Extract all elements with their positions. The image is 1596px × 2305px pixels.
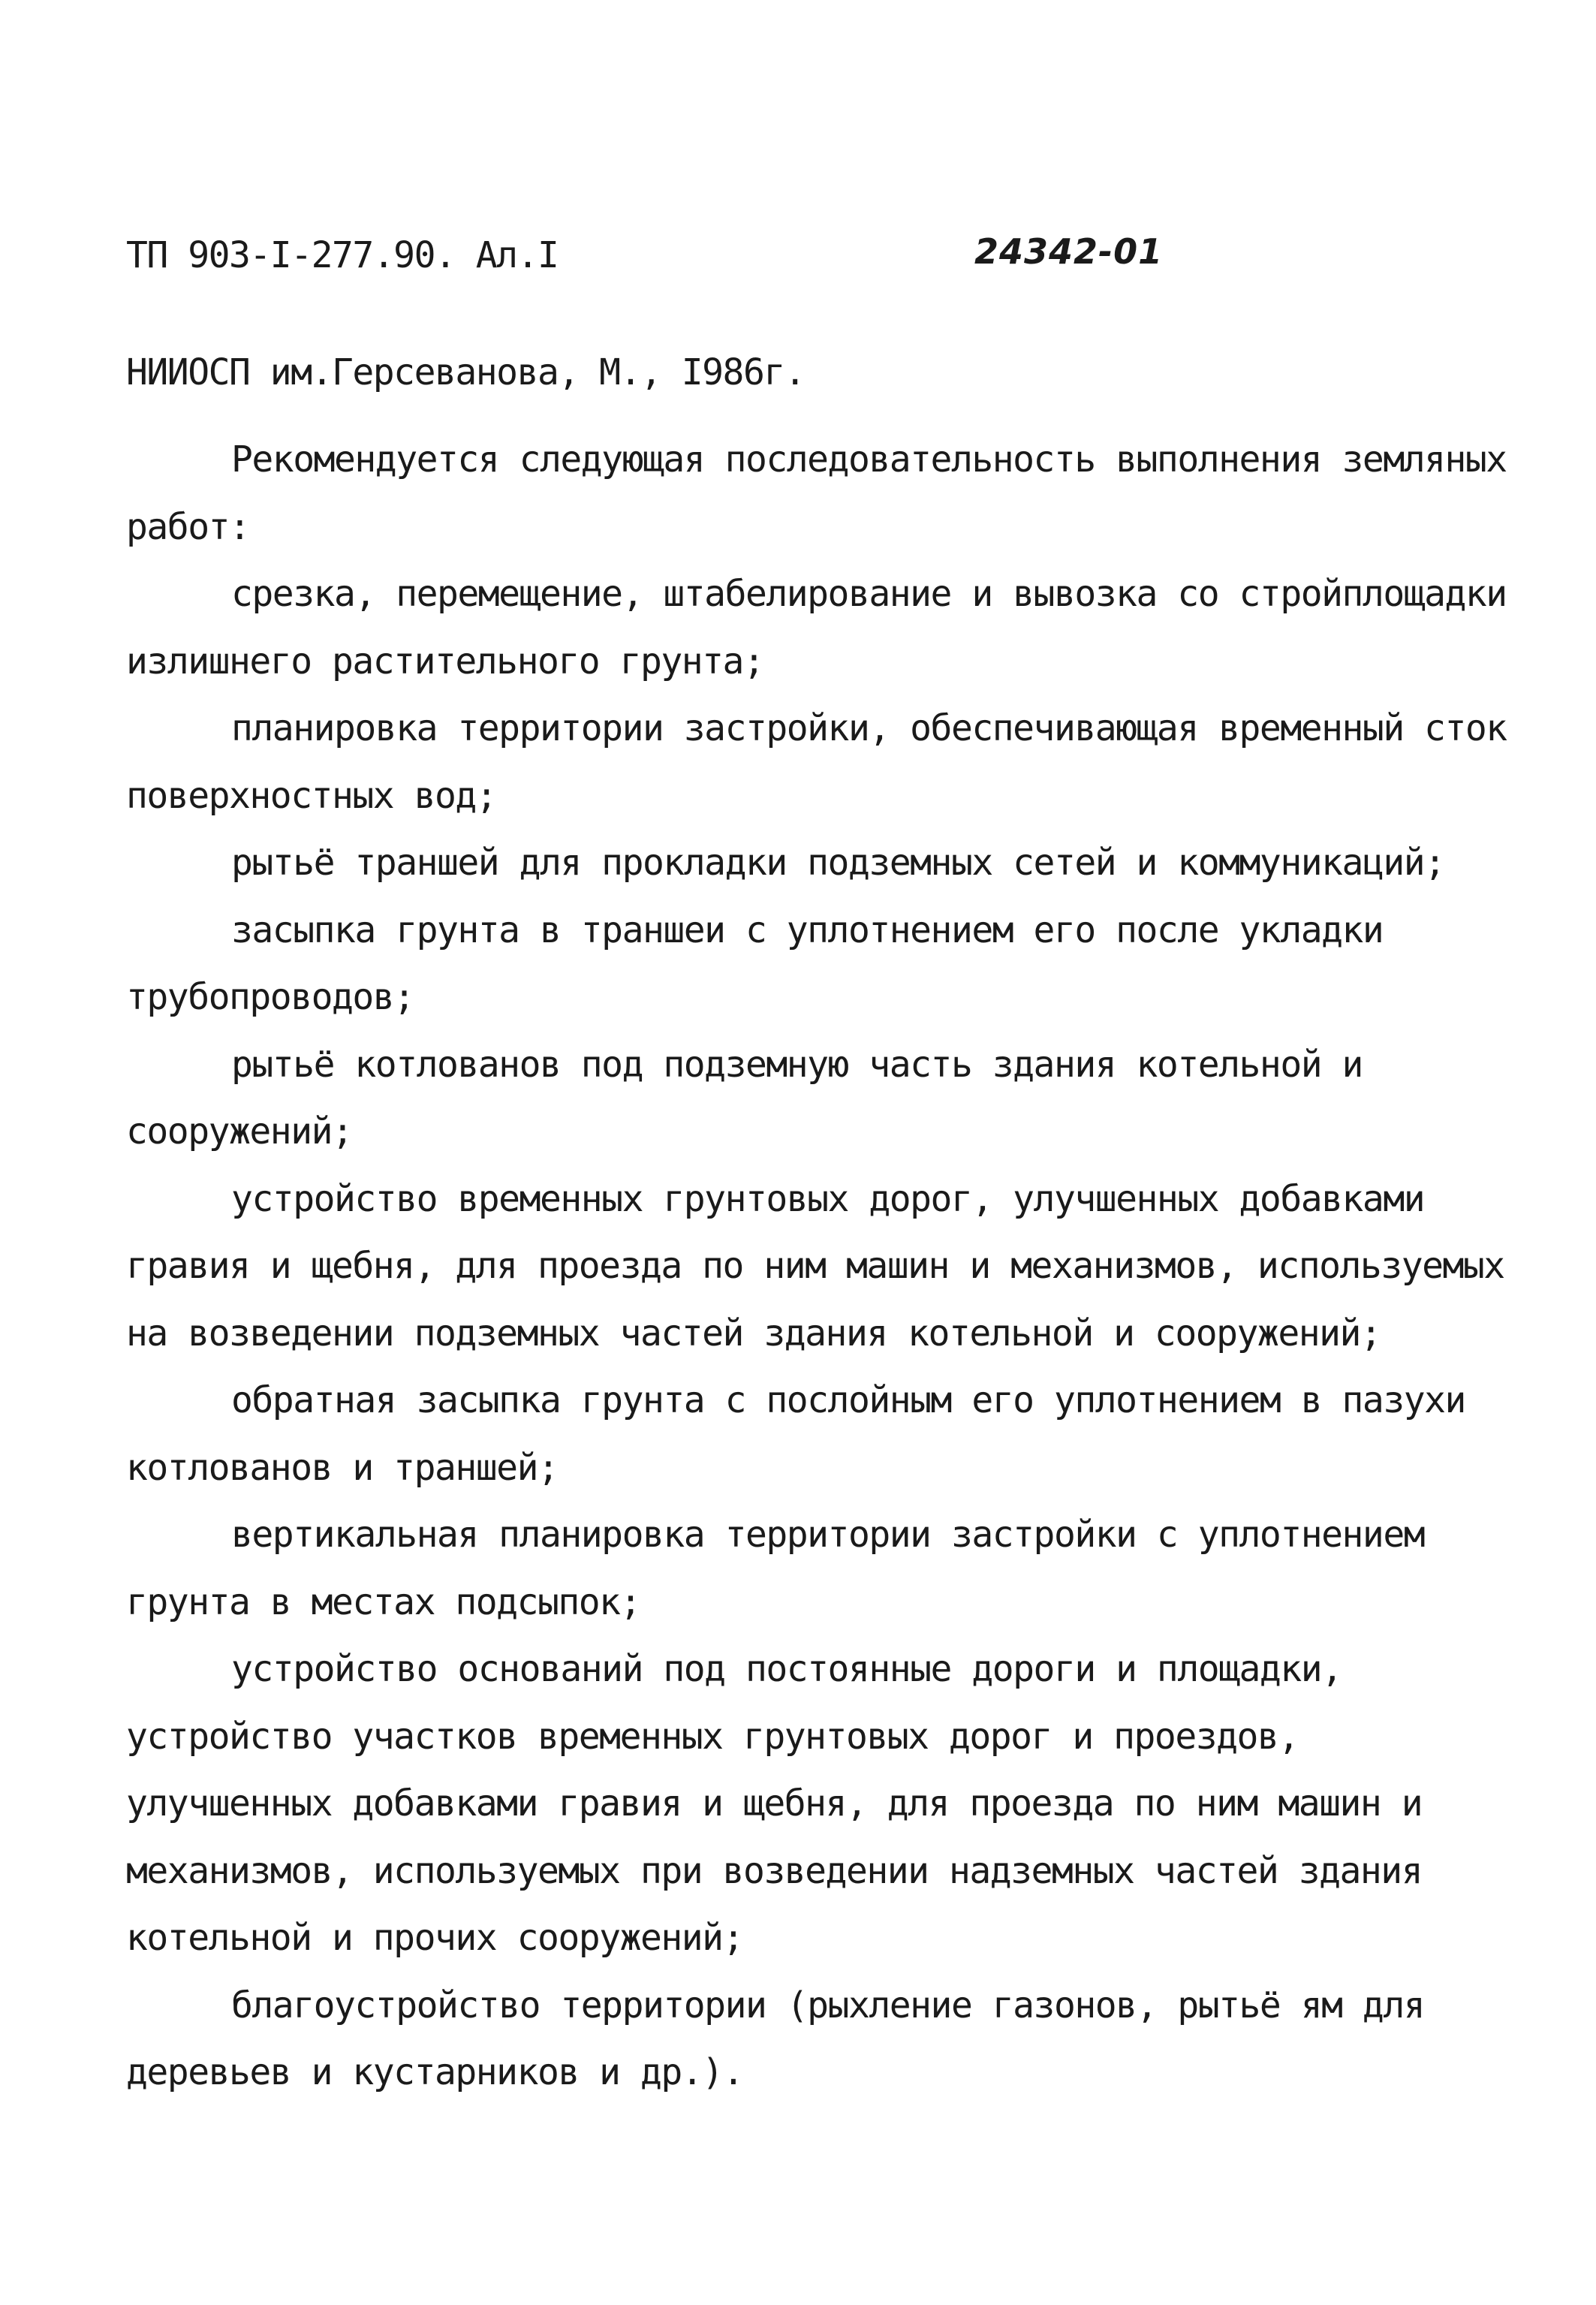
list-item: рытьё траншей для прокладки подземных сетей и коммуникаций; (231, 842, 1445, 884)
list-item: планировка территории застройки, обеспечивающая временный сток поверхностных вод; (126, 707, 1507, 817)
list-item: благоустройство территории (рыхление газонов, рытьё ям для деревьев и кустарников и др.). (126, 1984, 1425, 2093)
list-item: засыпка грунта в траншеи с уплотнением его после укладки трубопроводов; (126, 908, 1384, 1018)
list-item: вертикальная планировка территории застройки с уплотнением грунта в местах подсыпок; (126, 1514, 1425, 1623)
publisher-line: НИИОСП им.Герсеванова, М., I986г. (126, 351, 806, 393)
list-item: срезка, перемещение, штабелирование и вывозка со стройплощадки излишнего растительного грунта; (126, 573, 1507, 682)
list-item: устройство временных грунтовых дорог, улучшенных добавками гравия и щебня, для проезда по ним машин и механизмов, используемых на возведении подземных частей здания котельной и сооружений; (126, 1177, 1504, 1354)
list-item: обратная засыпка грунта с послойным его уплотнением в пазухи котлованов и траншей; (126, 1379, 1465, 1489)
body-text (126, 426, 1507, 2107)
paragraph-intro: Рекомендуется следующая последовательность выполнения земляных работ: (126, 438, 1507, 548)
document-code: ТП 903-I-277.90. Ал.I (126, 234, 559, 276)
handwritten-number: 24342-01 (974, 231, 1164, 272)
list-item: рытьё котлованов под подземную часть здания котельной и сооружений; (126, 1043, 1363, 1152)
list-item: устройство оснований под постоянные дороги и площадки, устройство участков временных грунтовых дорог и проездов, улучшенных добавками гравия и щебня, для проезда по ним машин и механизмов, используемых при возведении надземных частей здания котельной и прочих сооружений; (126, 1648, 1423, 1959)
